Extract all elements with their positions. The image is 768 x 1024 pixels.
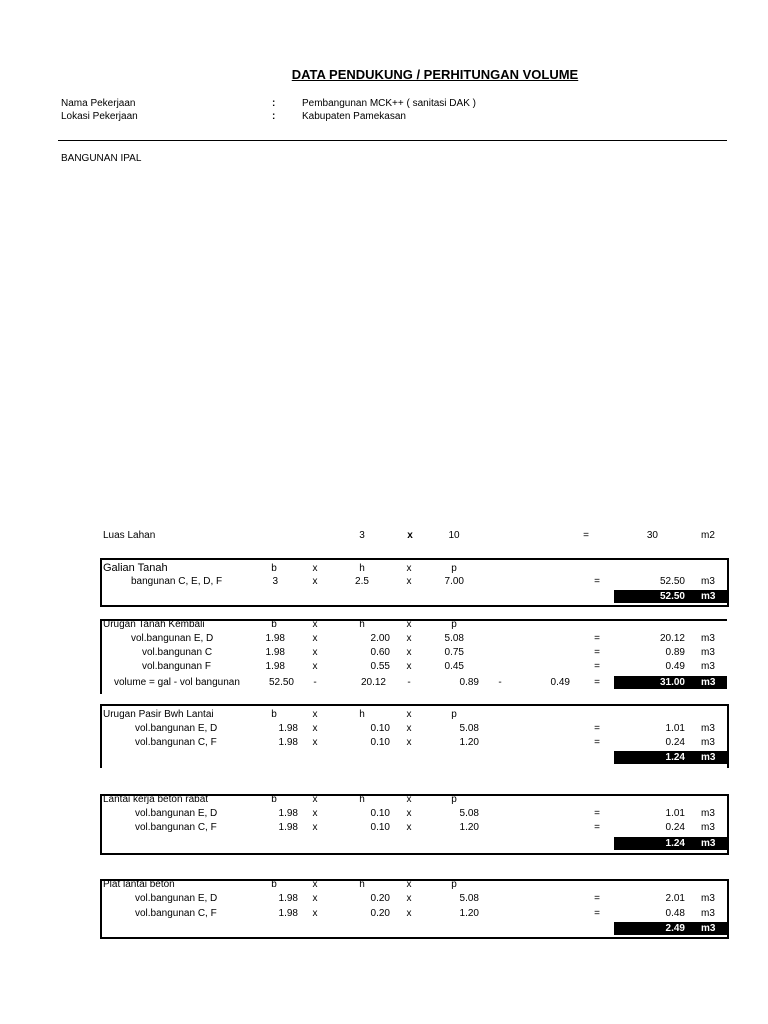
galian-row-p: 7.00 xyxy=(444,576,464,587)
plat-lantai-row-result: 0.48 xyxy=(665,908,685,919)
urugan-tanah-row-eq: = xyxy=(594,633,600,644)
urugan-tanah-row-x1: x xyxy=(312,633,318,644)
plat-lantai-header-x1: x xyxy=(312,879,318,890)
luas-lahan-label: Luas Lahan xyxy=(103,530,156,541)
plat-lantai-row-eq: = xyxy=(594,893,600,904)
lantai-kerja-header-x1: x xyxy=(312,794,318,805)
urugan-pasir-row-h: 0.10 xyxy=(370,723,390,734)
urugan-pasir-row-x1: x xyxy=(312,723,318,734)
lantai-kerja-row-h: 0.10 xyxy=(370,808,390,819)
urugan-pasir-row-label: vol.bangunan E, D xyxy=(135,723,218,734)
galian-row-eq: = xyxy=(594,576,600,587)
galian-row-h: 2.5 xyxy=(355,576,369,587)
plat-lantai-row-x1: x xyxy=(312,893,318,904)
urugan-tanah-row-b: 1.98 xyxy=(265,661,285,672)
galian-row-unit: m3 xyxy=(701,576,715,587)
lantai-kerja-row-label: vol.bangunan E, D xyxy=(135,808,218,819)
galian-total xyxy=(614,590,727,603)
urugan-tanah-row-x2: x xyxy=(406,647,412,658)
plat-lantai-header-p: p xyxy=(451,879,457,890)
urugan-tanah-title: Urugan Tanah Kembali xyxy=(103,619,205,630)
lantai-kerja-header-p: p xyxy=(451,794,457,805)
luas-lahan-eq: = xyxy=(583,530,589,541)
lantai-kerja-row-label: vol.bangunan C, F xyxy=(135,822,217,833)
urugan-pasir-title: Urugan Pasir Bwh Lantai xyxy=(103,709,214,720)
plat-lantai-row-eq: = xyxy=(594,908,600,919)
luas-lahan-times: x xyxy=(407,530,413,541)
urugan-tanah-row-p: 0.45 xyxy=(444,661,464,672)
urugan-pasir-total-value: 1.24 xyxy=(665,752,685,763)
urugan-tanah-row-x2: x xyxy=(406,661,412,672)
urugan-pasir-row-x1: x xyxy=(312,737,318,748)
plat-lantai-row-label: vol.bangunan C, F xyxy=(135,908,217,919)
luas-lahan-a: 3 xyxy=(359,530,365,541)
urugan-pasir-row-x2: x xyxy=(406,737,412,748)
urugan-tanah-formula-v3: 0.89 xyxy=(459,677,479,688)
galian-tanah-title: Galian Tanah xyxy=(103,562,168,574)
urugan-tanah-row-h: 0.60 xyxy=(370,647,390,658)
galian-header-x2: x xyxy=(406,563,412,574)
plat-lantai-total-value: 2.49 xyxy=(665,923,685,934)
urugan-pasir-row-b: 1.98 xyxy=(278,737,298,748)
urugan-tanah-formula-v1: 52.50 xyxy=(268,677,294,688)
urugan-tanah-row-h: 2.00 xyxy=(370,633,390,644)
plat-lantai-title: Plat lantai beton xyxy=(103,879,175,890)
urugan-pasir-row-b: 1.98 xyxy=(278,723,298,734)
urugan-pasir-row-x2: x xyxy=(406,723,412,734)
urugan-tanah-row-result: 20.12 xyxy=(659,633,685,644)
plat-lantai-row-b: 1.98 xyxy=(278,908,298,919)
urugan-pasir-row-result: 1.01 xyxy=(665,723,685,734)
galian-header-p: p xyxy=(451,563,457,574)
page-title: DATA PENDUKUNG / PERHITUNGAN VOLUME xyxy=(291,67,579,82)
plat-lantai-row-unit: m3 xyxy=(701,893,715,904)
lokasi-pekerjaan-value: Kabupaten Pamekasan xyxy=(302,111,406,122)
urugan-tanah-formula-minus1: - xyxy=(313,677,317,688)
lantai-kerja-row-result: 1.01 xyxy=(665,808,685,819)
nama-pekerjaan-label: Nama Pekerjaan xyxy=(61,98,136,109)
urugan-tanah-row-label: vol.bangunan F xyxy=(142,661,211,672)
lokasi-pekerjaan-colon: : xyxy=(272,111,276,122)
lantai-kerja-total-unit: m3 xyxy=(701,838,716,849)
lantai-kerja-row-unit: m3 xyxy=(701,822,715,833)
plat-lantai-row-x2: x xyxy=(406,893,412,904)
urugan-tanah-row-h: 0.55 xyxy=(370,661,390,672)
lantai-kerja-row-x2: x xyxy=(406,822,412,833)
galian-total-value: 52.50 xyxy=(659,591,685,602)
urugan-tanah-row-x2: x xyxy=(406,633,412,644)
lantai-kerja-header-h: h xyxy=(359,794,365,805)
urugan-tanah-header-b: b xyxy=(271,619,277,630)
plat-lantai-row-h: 0.20 xyxy=(370,908,390,919)
urugan-tanah-row-eq: = xyxy=(594,661,600,672)
urugan-tanah-row-b: 1.98 xyxy=(265,633,285,644)
luas-lahan-b: 10 xyxy=(448,530,460,541)
urugan-tanah-total-value: 31.00 xyxy=(659,677,685,688)
plat-lantai-row-unit: m3 xyxy=(701,908,715,919)
urugan-tanah-header-h: h xyxy=(359,619,365,630)
lantai-kerja-header-b: b xyxy=(271,794,277,805)
plat-lantai-row-h: 0.20 xyxy=(370,893,390,904)
nama-pekerjaan-colon: : xyxy=(272,98,276,109)
plat-lantai-row-x2: x xyxy=(406,908,412,919)
urugan-tanah-row-unit: m3 xyxy=(701,647,715,658)
galian-total-unit: m3 xyxy=(701,591,716,602)
urugan-tanah-formula-minus3: - xyxy=(498,677,502,688)
urugan-pasir-header-p: p xyxy=(451,709,457,720)
urugan-pasir-total xyxy=(614,751,727,764)
lantai-kerja-row-eq: = xyxy=(594,808,600,819)
plat-lantai-row-x1: x xyxy=(312,908,318,919)
urugan-tanah-row-x1: x xyxy=(312,661,318,672)
plat-lantai-row-p: 1.20 xyxy=(459,908,479,919)
urugan-tanah-total-unit: m3 xyxy=(701,677,716,688)
galian-row-b: 3 xyxy=(272,576,278,587)
lantai-kerja-title: Lantai kerja beton rabat xyxy=(103,794,209,805)
urugan-tanah-header-x2: x xyxy=(406,619,412,630)
lokasi-pekerjaan-label: Lokasi Pekerjaan xyxy=(61,111,138,122)
urugan-tanah-row-label: vol.bangunan C xyxy=(142,647,213,658)
lantai-kerja-row-b: 1.98 xyxy=(278,822,298,833)
galian-row-result: 52.50 xyxy=(659,576,685,587)
urugan-tanah-row-unit: m3 xyxy=(701,633,715,644)
urugan-pasir-header-b: b xyxy=(271,709,277,720)
plat-lantai-header-b: b xyxy=(271,879,277,890)
urugan-pasir-header-x1: x xyxy=(312,709,318,720)
lantai-kerja-row-result: 0.24 xyxy=(665,822,685,833)
lantai-kerja-row-p: 1.20 xyxy=(459,822,479,833)
urugan-tanah-header-x1: x xyxy=(312,619,318,630)
plat-lantai-total xyxy=(614,922,727,935)
plat-lantai-header-h: h xyxy=(359,879,365,890)
urugan-pasir-row-unit: m3 xyxy=(701,723,715,734)
urugan-pasir-row-h: 0.10 xyxy=(370,737,390,748)
galian-row-label: bangunan C, E, D, F xyxy=(131,576,223,587)
urugan-tanah-formula-minus2: - xyxy=(407,677,411,688)
galian-row-x1: x xyxy=(312,576,318,587)
plat-lantai-header-x2: x xyxy=(406,879,412,890)
lantai-kerja-total-value: 1.24 xyxy=(665,838,685,849)
urugan-tanah-row-label: vol.bangunan E, D xyxy=(131,633,214,644)
luas-lahan-result: 30 xyxy=(646,530,658,541)
galian-header-x1: x xyxy=(312,563,318,574)
urugan-pasir-row-unit: m3 xyxy=(701,737,715,748)
urugan-pasir-row-eq: = xyxy=(594,723,600,734)
section-title: BANGUNAN IPAL xyxy=(61,153,142,164)
urugan-pasir-total-unit: m3 xyxy=(701,752,716,763)
urugan-pasir-header-x2: x xyxy=(406,709,412,720)
lantai-kerja-row-b: 1.98 xyxy=(278,808,298,819)
lantai-kerja-row-p: 5.08 xyxy=(459,808,479,819)
header-divider xyxy=(58,140,727,141)
urugan-pasir-row-result: 0.24 xyxy=(665,737,685,748)
urugan-tanah-row-unit: m3 xyxy=(701,661,715,672)
plat-lantai-row-p: 5.08 xyxy=(459,893,479,904)
plat-lantai-total-unit: m3 xyxy=(701,923,716,934)
urugan-pasir-row-label: vol.bangunan C, F xyxy=(135,737,217,748)
urugan-tanah-row-b: 1.98 xyxy=(265,647,285,658)
lantai-kerja-row-x1: x xyxy=(312,808,318,819)
urugan-tanah-formula-v4: 0.49 xyxy=(550,677,570,688)
lantai-kerja-row-eq: = xyxy=(594,822,600,833)
urugan-tanah-row-x1: x xyxy=(312,647,318,658)
urugan-tanah-formula-eq: = xyxy=(594,677,600,688)
galian-header-b: b xyxy=(271,563,277,574)
urugan-tanah-row-eq: = xyxy=(594,647,600,658)
urugan-pasir-row-p: 1.20 xyxy=(459,737,479,748)
galian-row-x2: x xyxy=(406,576,412,587)
urugan-pasir-row-eq: = xyxy=(594,737,600,748)
nama-pekerjaan-value: Pembangunan MCK++ ( sanitasi DAK ) xyxy=(302,98,476,109)
urugan-tanah-row-result: 0.89 xyxy=(665,647,685,658)
urugan-tanah-formula-label: volume = gal - vol bangunan xyxy=(114,677,240,688)
plat-lantai-row-result: 2.01 xyxy=(665,893,685,904)
plat-lantai-row-b: 1.98 xyxy=(278,893,298,904)
lantai-kerja-total xyxy=(614,837,727,850)
urugan-tanah-formula-v2: 20.12 xyxy=(360,677,386,688)
urugan-tanah-header-p: p xyxy=(451,619,457,630)
lantai-kerja-row-unit: m3 xyxy=(701,808,715,819)
lantai-kerja-row-x2: x xyxy=(406,808,412,819)
urugan-tanah-row-result: 0.49 xyxy=(665,661,685,672)
galian-header-h: h xyxy=(359,563,365,574)
urugan-tanah-row-p: 0.75 xyxy=(444,647,464,658)
lantai-kerja-row-h: 0.10 xyxy=(370,822,390,833)
plat-lantai-row-label: vol.bangunan E, D xyxy=(135,893,218,904)
luas-lahan-unit: m2 xyxy=(701,530,715,541)
urugan-pasir-header-h: h xyxy=(359,709,365,720)
urugan-tanah-row-p: 5.08 xyxy=(444,633,464,644)
urugan-tanah-total xyxy=(614,676,727,689)
lantai-kerja-header-x2: x xyxy=(406,794,412,805)
urugan-pasir-row-p: 5.08 xyxy=(459,723,479,734)
lantai-kerja-row-x1: x xyxy=(312,822,318,833)
